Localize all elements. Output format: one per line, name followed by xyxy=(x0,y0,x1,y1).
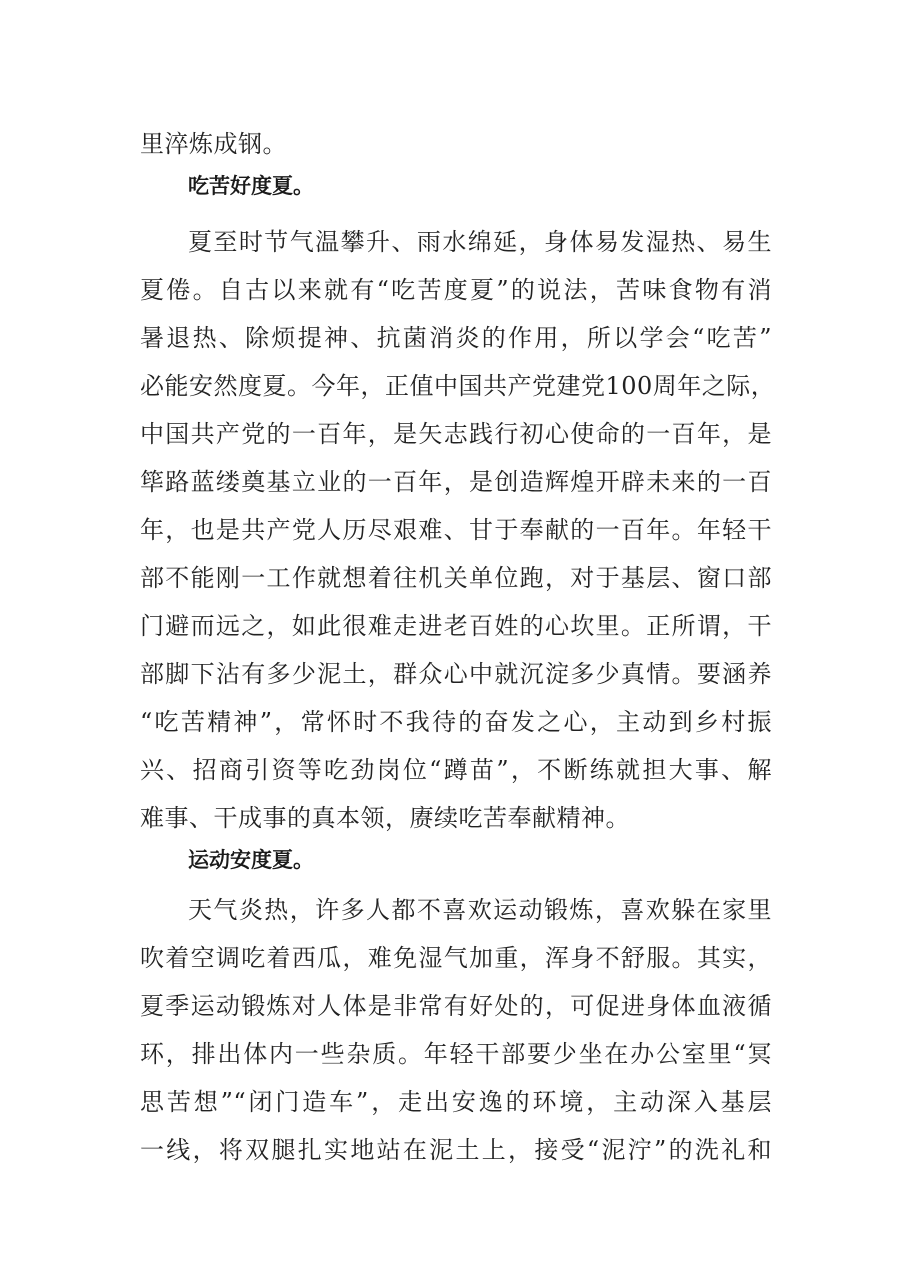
paragraph-line: 部脚下沾有多少泥土，群众心中就沉淀多少真情。要涵养 xyxy=(140,660,772,688)
paragraph-line: 暑退热、除烦提神、抗菌消炎的作用，所以学会“吃苦” xyxy=(140,324,772,352)
section-heading: 运动安度夏。 xyxy=(188,848,314,872)
paragraph-line: 吹着空调吃着西瓜，难免湿气加重，浑身不舒服。其实， xyxy=(140,944,772,972)
paragraph-line: 夏倦。自古以来就有“吃苦度夏”的说法，苦味食物有消 xyxy=(140,276,772,304)
paragraph-line: 部不能刚一工作就想着往机关单位跑，对于基层、窗口部 xyxy=(140,564,772,592)
paragraph-line: 门避而远之，如此很难走进老百姓的心坎里。正所谓，干 xyxy=(140,612,772,640)
paragraph-line: 夏至时节气温攀升、雨水绵延，身体易发湿热、易生 xyxy=(188,228,772,256)
paragraph-line: 一线，将双腿扎实地站在泥土上，接受“泥泞”的洗礼和 xyxy=(140,1136,772,1164)
paragraph-line: 兴、招商引资等吃劲岗位“蹲苗”，不断练就担大事、解 xyxy=(140,756,772,784)
paragraph-line: “吃苦精神”，常怀时不我待的奋发之心，主动到乡村振 xyxy=(140,708,772,736)
paragraph-line: 里淬炼成钢。 xyxy=(140,130,287,158)
section-heading: 吃苦好度夏。 xyxy=(188,174,314,198)
paragraph-line: 夏季运动锻炼对人体是非常有好处的，可促进身体血液循 xyxy=(140,992,772,1020)
paragraph-line: 必能安然度夏。今年，正值中国共产党建党100周年之际， xyxy=(140,372,776,400)
paragraph-line: 思苦想”“闭门造车”，走出安逸的环境，主动深入基层 xyxy=(140,1088,772,1116)
paragraph-line: 筚路蓝缕奠基立业的一百年，是创造辉煌开辟未来的一百 xyxy=(140,468,772,496)
paragraph-line: 中国共产党的一百年，是矢志践行初心使命的一百年，是 xyxy=(140,420,772,448)
paragraph-line: 环，排出体内一些杂质。年轻干部要少坐在办公室里“冥 xyxy=(140,1040,772,1068)
paragraph-line: 难事、干成事的真本领，赓续吃苦奉献精神。 xyxy=(140,804,630,832)
paragraph-line: 年，也是共产党人历尽艰难、甘于奉献的一百年。年轻干 xyxy=(140,516,772,544)
paragraph-line: 天气炎热，许多人都不喜欢运动锻炼，喜欢躲在家里 xyxy=(188,896,772,924)
